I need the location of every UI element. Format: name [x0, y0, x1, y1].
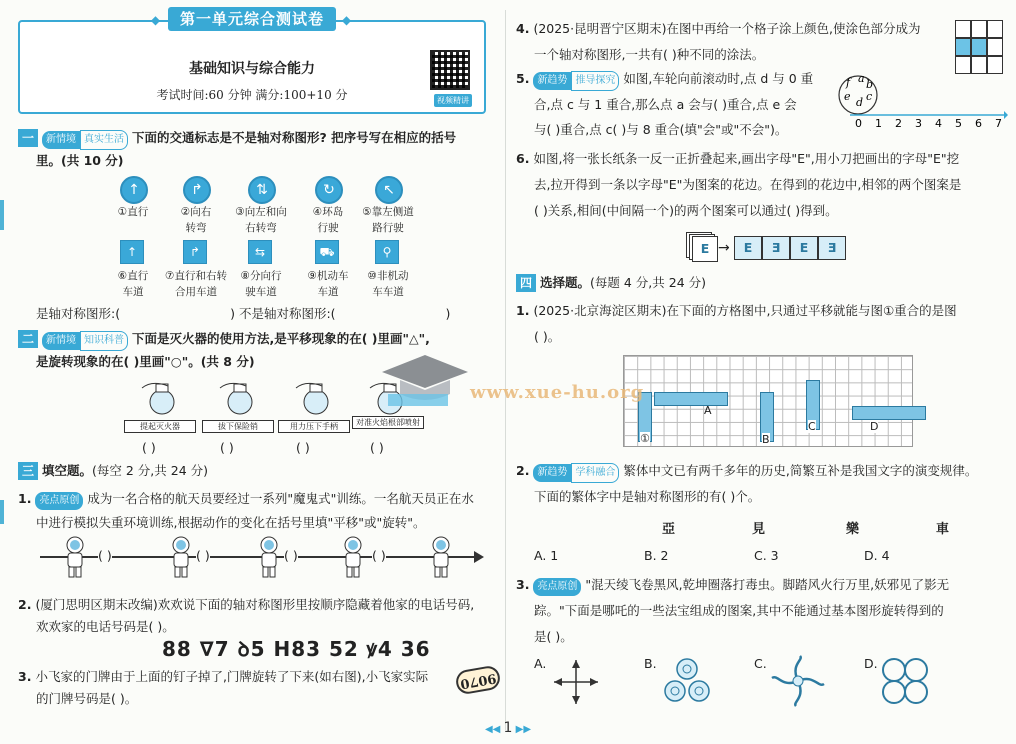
- q5-cont1: 合,点 c 与 1 重合,那么点 a 会与( )重合,点 e 会: [534, 97, 797, 112]
- astronaut-icon: [428, 536, 454, 578]
- pencil-figure-D: [852, 406, 926, 420]
- grid-label-D: D: [870, 420, 879, 433]
- q5-cont2: 与( )重合,点 c( )与 8 重合(填"会"或"不会")。: [534, 122, 788, 137]
- astronaut-icon: [62, 536, 88, 578]
- qr-code-icon[interactable]: [430, 50, 470, 90]
- color-grid[interactable]: [955, 20, 1003, 74]
- choice-q3-cont1: 踪。"下面是哪吒的一些法宝组成的图案,其中不能通过基本图形旋转得到的: [534, 603, 944, 618]
- choice-q2: 2. 新趋势 学科融合 繁体中文已有两千多年的历史,简繁互补是我国文字的演变规律。: [516, 462, 977, 483]
- e-pattern-cell: E: [790, 236, 818, 260]
- choice-q1-cont: ( )。: [534, 329, 561, 344]
- sign-caption: ⑥直行 车道: [117, 270, 149, 298]
- choice-q1: 1. (2025·北京海淀区期末)在下面的方格图中,只通过平移就能与图①重合的是图: [516, 303, 957, 318]
- astronaut-icon: [340, 536, 366, 578]
- arrow-head-icon: [474, 551, 484, 563]
- axis-tick-label: 4: [935, 117, 942, 130]
- step-label: 拔下保险销: [202, 420, 274, 433]
- sign-caption: ④环岛 行驶: [312, 206, 344, 234]
- graduation-cap-logo: [380, 350, 470, 410]
- traffic-sign-icon: ⛟: [315, 240, 339, 264]
- answer-paren[interactable]: ( ): [142, 440, 156, 455]
- section3-heading: 三 填空题。(每空 2 分,共 24 分): [18, 462, 208, 480]
- e-pattern-cell: E: [818, 236, 846, 260]
- q5: 5. 新趋势 推导探究 如图,车轮向前滚动时,点 d 与 0 重: [516, 70, 813, 91]
- step-label: 对准火焰根部喷射: [352, 416, 424, 429]
- option-C[interactable]: C.: [754, 656, 767, 671]
- section2-heading-cont: 是旋转现象的在( )里画"○"。(共 8 分): [36, 354, 255, 369]
- sign-caption: ①直行: [117, 206, 149, 218]
- answer-paren[interactable]: ( ): [196, 548, 210, 563]
- arrow-right-icon: →: [718, 240, 730, 256]
- e-pattern-cell: E: [734, 236, 762, 260]
- option-C[interactable]: C. 3: [754, 548, 779, 563]
- option-A[interactable]: A.: [534, 656, 547, 671]
- sign-caption: ⑦直行和右转 合用车道: [165, 270, 227, 298]
- wheel-letter-d: d: [856, 96, 864, 109]
- traffic-sign-icon: ↑: [120, 176, 148, 204]
- page-subtitle: 基础知识与综合能力: [189, 61, 315, 77]
- traffic-sign-icon: ↱: [183, 176, 211, 204]
- sign-caption: ③向左和向 右转弯: [235, 206, 287, 234]
- qr-label: 视频精讲: [434, 94, 472, 107]
- exam-meta: 考试时间:60 分钟 满分:100+10 分: [156, 88, 348, 102]
- section2-heading: 二 新情境 知识科普 下面是灭火器的使用方法,是平移现象的在( )里画"△",: [18, 330, 430, 351]
- binding-mark: [0, 500, 4, 524]
- e-pattern-cell: E: [762, 236, 790, 260]
- axis-tick-label: 5: [955, 117, 962, 130]
- pencil-figure-A: [654, 392, 728, 406]
- wheel-letter-c: c: [866, 90, 873, 103]
- fill-q1-cont: 中进行模拟失重环境训练,根据动作的变化在括号里填"平移"或"旋转"。: [36, 515, 426, 530]
- folded-paper: E: [692, 236, 718, 262]
- axis-tick-label: 6: [975, 117, 982, 130]
- q4-cont: 一个轴对称图形,一共有( )种不同的涂法。: [534, 47, 765, 62]
- ribbon-figure: [770, 654, 826, 708]
- phone-glyphs: 88 ∇7 ꝺ5 H83 52 ꝟ4 36: [162, 637, 431, 661]
- column-divider: [505, 10, 506, 730]
- rings-figure: [662, 656, 712, 706]
- sign-caption: ⑩非机动 车车道: [367, 270, 409, 298]
- wheel-diagram: [836, 70, 1008, 130]
- header-box: [18, 10, 486, 114]
- fill-q2-cont: 欢欢家的电话号码是( )。: [36, 619, 175, 634]
- section4-heading: 四 选择题。(每题 4 分,共 24 分): [516, 274, 706, 292]
- traffic-sign-icon: ⇆: [248, 240, 272, 264]
- section1-heading: 一 新情境 真实生活 下面的交通标志是不是轴对称图形? 把序号写在相应的括号: [18, 129, 456, 150]
- answer-paren[interactable]: ( ): [296, 440, 310, 455]
- step-label: 提起灭火器: [124, 420, 196, 433]
- q6-cont1: 去,拉开得到一条以字母"E"为图案的花边。在得到的花边中,相邻的两个图案是: [534, 177, 962, 192]
- fill-q1: 1. 亮点原创 成为一名合格的航天员要经过一系列"魔鬼式"训练。一名航天员正在水: [18, 490, 474, 510]
- grid-label-1: ①: [640, 432, 650, 445]
- fill-q3-cont: 的门牌号码是( )。: [36, 691, 138, 706]
- astronaut-icon: [256, 536, 282, 578]
- answer-paren[interactable]: ( ): [220, 440, 234, 455]
- q4: 4. (2025·昆明晋宁区期末)在图中再给一个格子涂上颜色,使涂色部分成为: [516, 21, 921, 36]
- wheel-letter-f: f: [846, 76, 851, 89]
- traffic-sign-icon: ↱: [183, 240, 207, 264]
- hanzi-che: 車: [936, 522, 950, 537]
- sign-caption: ⑧分向行 驶车道: [240, 270, 282, 298]
- sign-caption: ⑤靠左侧道 路行驶: [362, 206, 414, 234]
- cross-figure: [552, 658, 600, 706]
- binding-mark: [0, 200, 4, 230]
- grid-label-C: C: [808, 420, 816, 433]
- section1-heading-cont: 里。(共 10 分): [36, 153, 124, 168]
- section1-answer-line: 是轴对称图形:( ) 不是轴对称图形:( ): [36, 306, 451, 321]
- page-title: — — — — — — ◆ 第一单元综合测试卷 ◆ — — — — — —: [20, 8, 484, 29]
- q6-cont2: ( )关系,相间(中间隔一个)的两个图案可以通过( )得到。: [534, 203, 838, 218]
- option-D[interactable]: D.: [864, 656, 878, 671]
- grid-label-A: A: [704, 404, 712, 417]
- choice-q2-cont: 下面的繁体字中是轴对称图形的有( )个。: [534, 489, 761, 504]
- choice-q3: 3. 亮点原创 "混天绫飞卷黑风,乾坤圈落打毒虫。脚踏风火行万里,妖邪见了影无: [516, 576, 949, 596]
- traffic-sign-icon: ↖: [375, 176, 403, 204]
- axis-tick-label: 0: [855, 117, 862, 130]
- watermark: www.xue-hu.org: [470, 382, 645, 403]
- fill-q2: 2. (厦门思明区期末改编)欢欢说下面的轴对称图形里按顺序隐藏着他家的电话号码,: [18, 597, 475, 612]
- option-A[interactable]: A. 1: [534, 548, 559, 563]
- answer-paren[interactable]: ( ): [284, 548, 298, 563]
- option-B[interactable]: B. 2: [644, 548, 669, 563]
- wheel-letter-a: a: [858, 72, 865, 85]
- axis-tick-label: 2: [895, 117, 902, 130]
- page-number: ◀◀ 1 ▶▶: [484, 720, 532, 736]
- sign-caption: ⑨机动车 车道: [307, 270, 349, 298]
- traffic-sign-icon: ↑: [120, 240, 144, 264]
- axis-tick-label: 7: [995, 117, 1002, 130]
- fill-q3: 3. 小飞家的门牌由于上面的钉子掉了,门牌旋转了下来(如右图),小飞家实际: [18, 669, 429, 684]
- q6: 6. 如图,将一张长纸条一反一正折叠起来,画出字母"E",用小刀把画出的字母"E"挖: [516, 151, 960, 166]
- answer-paren[interactable]: ( ): [98, 548, 112, 563]
- traffic-sign-icon: ⚲: [375, 240, 399, 264]
- grid-label-B: B: [762, 433, 770, 446]
- astronaut-icon: [168, 536, 194, 578]
- choice-q3-cont2: 是( )。: [534, 629, 573, 644]
- hanzi-le: 樂: [846, 522, 860, 537]
- option-B[interactable]: B.: [644, 656, 657, 671]
- wheel-letter-e: e: [844, 90, 851, 103]
- answer-paren[interactable]: ( ): [372, 548, 386, 563]
- traffic-sign-icon: ↻: [315, 176, 343, 204]
- axis-tick-label: 3: [915, 117, 922, 130]
- answer-paren[interactable]: ( ): [370, 440, 384, 455]
- option-D[interactable]: D. 4: [864, 548, 890, 563]
- step-label: 用力压下手柄: [278, 420, 350, 433]
- sign-caption: ②向右 转弯: [180, 206, 212, 234]
- axis-tick-label: 1: [875, 117, 882, 130]
- four-circles-figure: [880, 656, 930, 706]
- wheel-letter-b: b: [866, 78, 874, 91]
- traffic-sign-icon: ⇅: [248, 176, 276, 204]
- translation-grid: [623, 355, 913, 447]
- door-plate: 9070: [454, 664, 501, 695]
- hanzi-ya: 亞: [662, 522, 676, 537]
- hanzi-jian: 見: [752, 522, 766, 537]
